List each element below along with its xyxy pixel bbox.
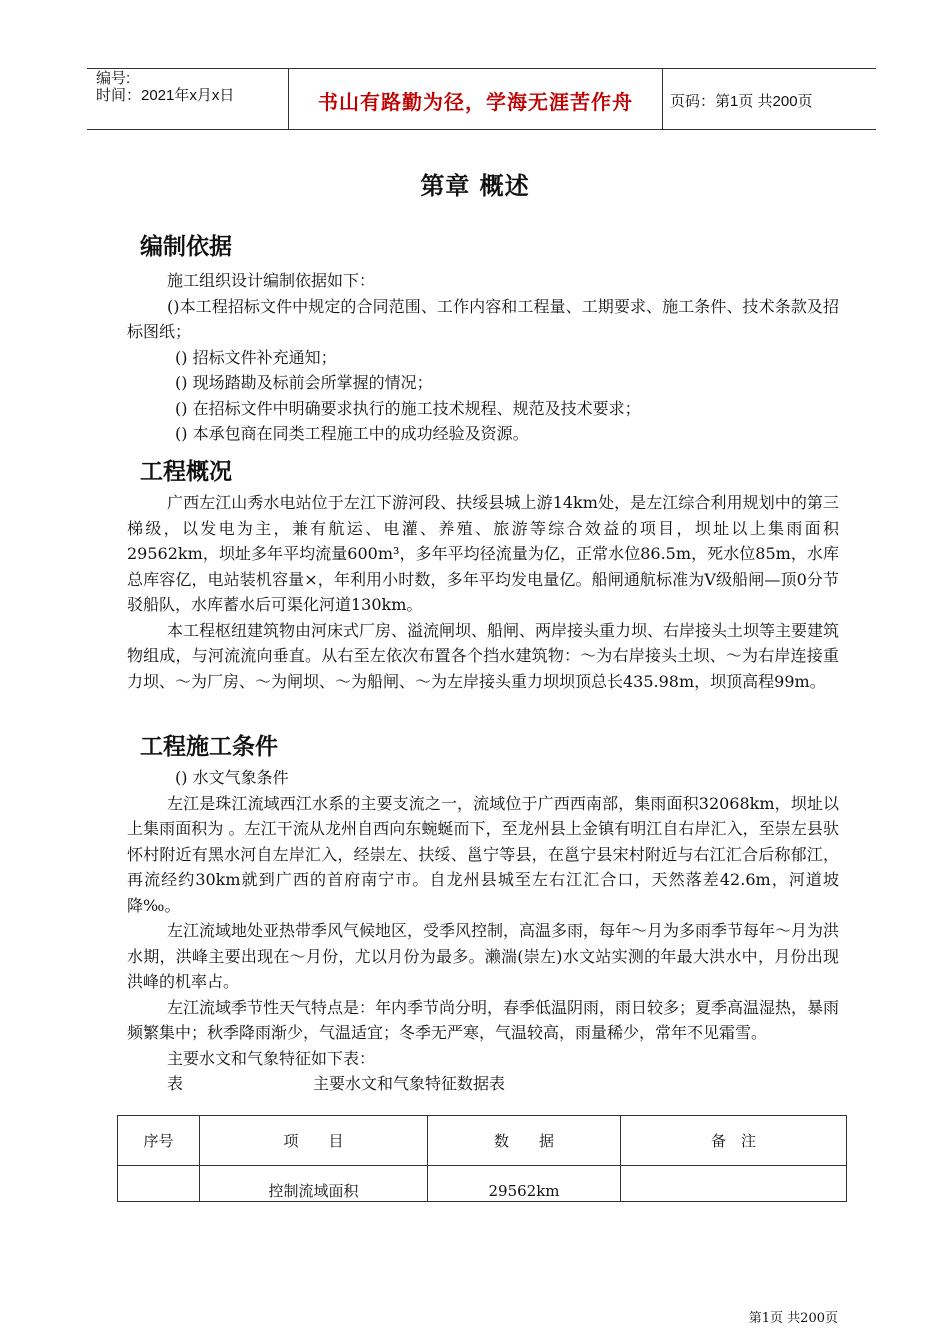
overview-paragraph-2: 本工程枢纽建筑物由河床式厂房、溢流闸坝、船闸、两岸接头重力坝、右岸接头土坝等主要建筑物组成，与河流流向垂直。从右至左依次布置各个挡水建筑物：～为右岸接头土坝、～为右岸连接重力坝、～为厂房、～为闸坝、～为船闸、～为左岸接头重力坝坝顶总长435.98m，坝顶高程99m。 (127, 620, 840, 691)
section-body-conditions (127, 765, 839, 1097)
table-cell (621, 1166, 847, 1202)
conditions-paragraph-4: 主要水文和气象特征如下表： (167, 1048, 376, 1068)
section-heading-overview: 工程概况 (140, 459, 232, 485)
conditions-paragraph-2: 左江流域地处亚热带季风气候地区，受季风控制，高温多雨，每年～月为多雨季节每年～月为洪水期，洪峰主要出现在～月份，尤以月份为最多。濑湍(崇左)水文站实测的年最大洪水中，月份出现洪峰的机率占。 (127, 921, 840, 991)
header-bottom-rule (87, 129, 876, 130)
table-header-cell: 备 注 (621, 1116, 847, 1166)
table-cell: 29562km (428, 1166, 621, 1202)
conditions-subheading: () 水文气象条件 (175, 768, 289, 787)
basis-item-2: () 招标文件补充通知； (175, 347, 337, 367)
document-time-label: 时间：2021年x月x日 (96, 87, 235, 104)
table-cell (118, 1166, 200, 1202)
document-number-label: 编号: (96, 70, 131, 87)
section-body-overview (127, 490, 839, 694)
table-header-row (118, 1116, 847, 1166)
header-divider-2 (662, 68, 663, 129)
basis-item-3: () 现场踏勘及标前会所掌握的情况； (175, 373, 433, 392)
header-top-rule (87, 68, 876, 69)
basis-item-5: () 本承包商在同类工程施工中的成功经验及资源。 (175, 424, 529, 443)
table-row (118, 1166, 847, 1202)
header-motto: 书山有路勤为径，学海无涯苦作舟 (318, 90, 633, 114)
hydrology-table (117, 1115, 847, 1202)
section-body-basis (127, 268, 839, 447)
basis-item-1: ()本工程招标文件中规定的合同范围、工作内容和工程量、工期要求、施工条件、技术条款及招标图纸； (127, 296, 839, 341)
conditions-paragraph-3: 左江流域季节性天气特点是：年内季节尚分明，春季低温阴雨，雨日较多；夏季高温湿热，暴雨频繁集中；秋季降雨渐少，气温适宜；冬季无严寒，气温较高，雨量稀少，常年不见霜雪。 (127, 997, 840, 1042)
header-meta (96, 70, 234, 104)
table-caption-line (127, 1071, 839, 1097)
section-heading-basis: 编制依据 (140, 234, 232, 260)
basis-item-4: () 在招标文件中明确要求执行的施工技术规程、规范及技术要求； (175, 398, 641, 418)
table-header-cell: 项 目 (200, 1116, 428, 1166)
conditions-paragraph-1: 左江是珠江流域西江水系的主要支流之一，流域位于广西西南部，集雨面积32068km，坝址以上集雨面积为 。左江干流从龙州自西向东蜿蜒而下，至龙州县上金镇有明江自右岸汇入，至崇左县驮怀村附近有黑水河自左岸汇入，经崇左、扶绥、邕宁等县，在邕宁县宋村附近与右江汇合后称郁江，再流经约30km就到广西的首府南宁市。自龙州县城至左右江汇合口，天然落差42.6m，河道坡降‰。 (127, 793, 839, 915)
table-caption-prefix: 表 (167, 1074, 184, 1093)
footer-page-number: 第1页 共200页 (748, 1311, 838, 1326)
table-header-cell: 数 据 (428, 1116, 621, 1166)
table-header-cell: 序号 (118, 1116, 200, 1166)
table-caption: 主要水文和气象特征数据表 (313, 1074, 506, 1093)
section-heading-conditions: 工程施工条件 (140, 734, 278, 760)
table-cell: 控制流域面积 (200, 1166, 428, 1202)
basis-intro: 施工组织设计编制依据如下： (167, 271, 376, 290)
overview-paragraph-1: 广西左江山秀水电站位于左江下游河段、扶绥县城上游14km处，是左江综合利用规划中的第三梯级，以发电为主，兼有航运、电灌、养殖、旅游等综合效益的项目，坝址以上集雨面积29562km，坝址多年平均流量600m³，多年平均径流量为亿，正常水位86.5m，死水位85m，水库总库容亿，电站装机容量×，年利用小时数，多年平均发电量亿。船闸通航标准为Ⅴ级船闸—顶0分节驳船队，水库蓄水后可渠化河道130km。 (127, 493, 839, 614)
header-page-number: 页码：第1页 共200页 (670, 93, 813, 110)
chapter-title: 第章 概述 (420, 172, 530, 200)
